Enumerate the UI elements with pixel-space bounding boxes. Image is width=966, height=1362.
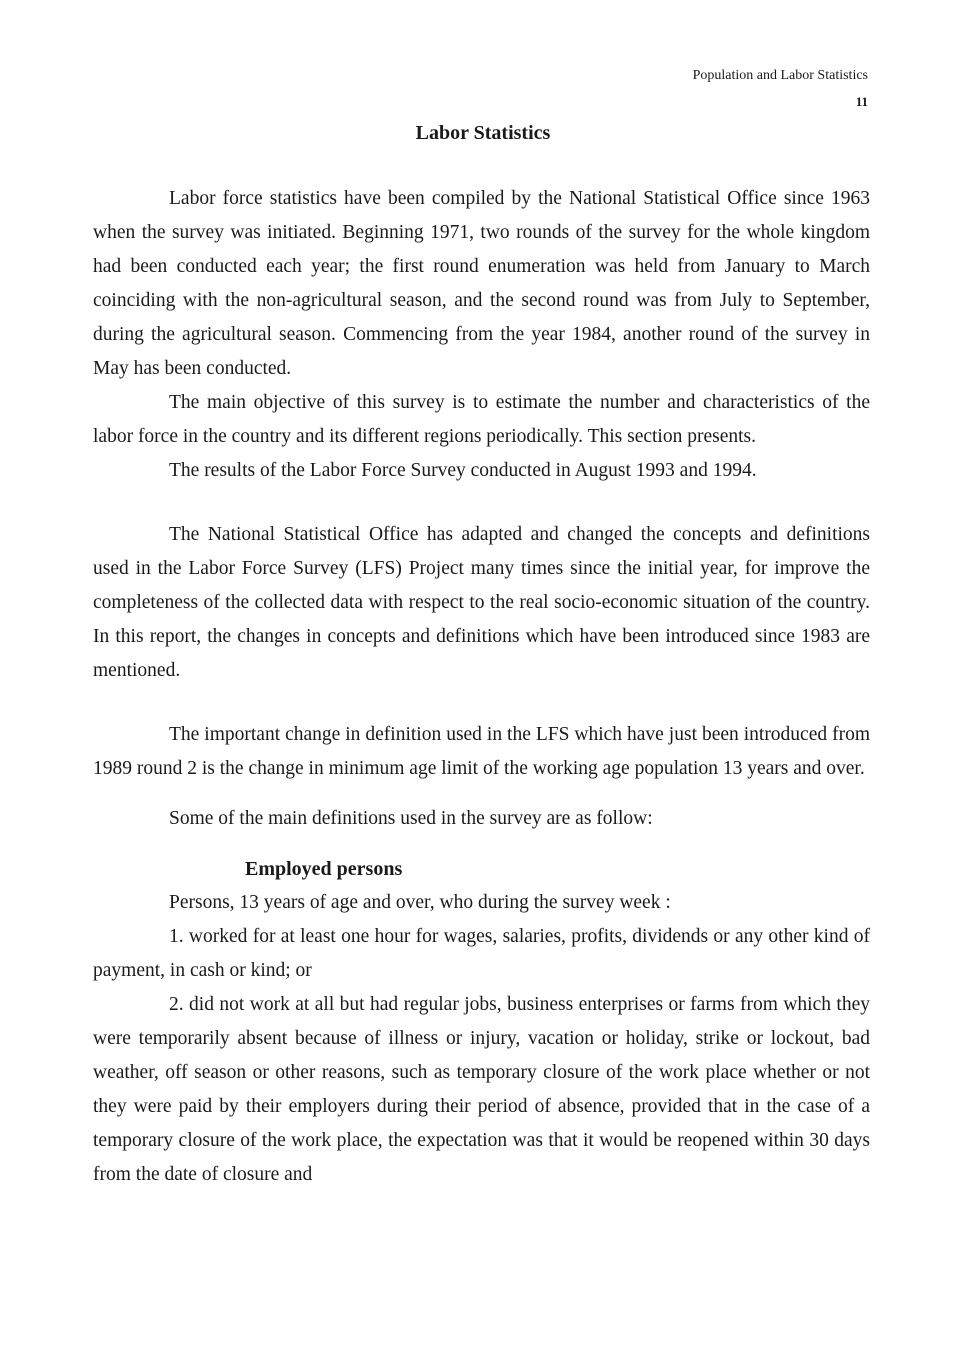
running-header: [693, 66, 868, 112]
paragraph-definitions-intro: Some of the main definitions used in the survey are as follow:: [169, 808, 653, 829]
employed-persons-heading: Employed persons: [245, 858, 403, 880]
employed-persons-intro: Persons, 13 years of age and over, who during the survey week :: [169, 892, 671, 913]
spacer: [93, 688, 870, 718]
spacer: [93, 488, 870, 518]
paragraph-age-limit-change: The important change in definition used in the LFS which have just been introduced from 1989 round 2 is the change in minimum age limit of the working age population 13 years and over.: [93, 724, 870, 779]
employed-persons-item-1: 1. worked for at least one hour for wages, salaries, profits, dividends or any other kind of payment, in cash or kind; or: [93, 926, 870, 981]
paragraph-concepts-changes: The National Statistical Office has adapted and changed the concepts and definitions used in the Labor Force Survey (LFS) Project many times since the initial year, for improve the completeness of the collected data with respect to the real socio-economic situation of the country. In this report, the changes in concepts and definitions which have been introduced since 1983 are mentioned.: [93, 524, 870, 681]
running-title: Population and Labor Statistics: [692, 68, 868, 83]
document-body: [93, 182, 870, 1192]
paragraph-main-objective: The main objective of this survey is to estimate the number and characteristics of the labor force in the country and its different regions periodically. This section presents.: [93, 392, 870, 447]
paragraph-survey-history: Labor force statistics have been compiled by the National Statistical Office since 1963 when the survey was initiated. Beginning 1971, two rounds of the survey for the whole kingdom had been conducted each year; the first round enumeration was held from January to March coinciding with the non-agricultural season, and the second round was from July to September, during the agricultural season. Commencing from the year 1984, another round of the survey in May has been conducted.: [93, 188, 870, 379]
section-title: Labor Statistics: [415, 122, 551, 144]
spacer: [93, 786, 870, 802]
employed-persons-item-2: 2. did not work at all but had regular jobs, business enterprises or farms from which they were temporarily absent because of illness or injury, vacation or holiday, strike or lockout, bad weather, off season or other reasons, such as temporary closure of the work place whether or not they were paid by their employers during their period of absence, provided that in the case of a temporary closure of the work place, the expectation was that it would be reopened within 30 days from the date of closure and: [93, 994, 870, 1185]
page-number: 11: [855, 94, 868, 109]
paragraph-results: The results of the Labor Force Survey conducted in August 1993 and 1994.: [169, 460, 757, 481]
spacer: [93, 836, 870, 852]
